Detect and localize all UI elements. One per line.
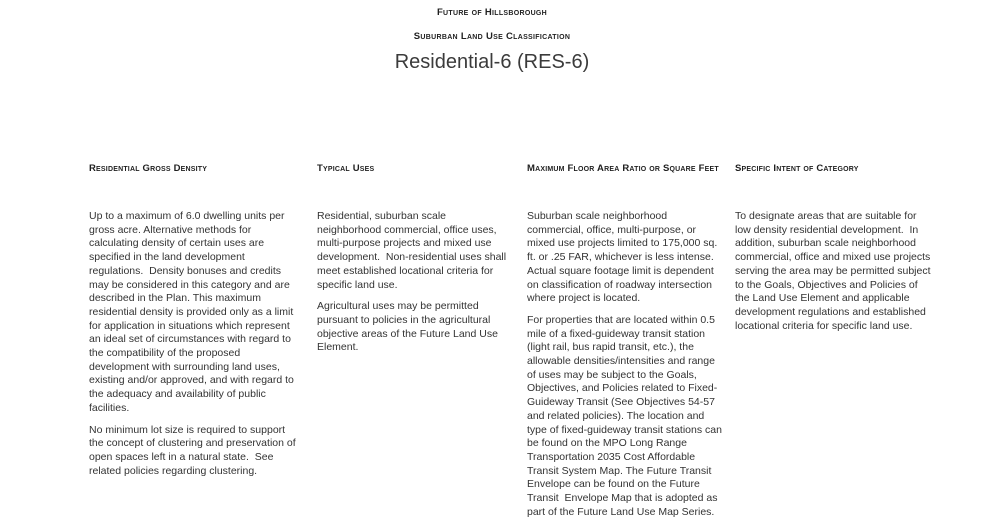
column-header-specific-intent-of-category: Specific Intent of Category xyxy=(735,163,859,174)
column-typical-uses xyxy=(317,163,508,363)
column-specific-intent-of-category xyxy=(735,163,935,341)
column-header-residential-gross-density: Residential Gross Density xyxy=(89,163,208,174)
column-header-typical-uses: Typical Uses xyxy=(317,163,375,174)
document-header-line1: Future of Hillsborough xyxy=(436,7,548,18)
column-maximum-floor-area-ratio xyxy=(527,163,725,527)
column-paragraph: For properties that are located within 0.5 mile of a fixed-guideway transit station (light rail, bus rapid transit, etc.), the allowable densities/intensities and range of uses may be subject to the Goals, Objectives, and Policies related to Fixed-Guideway Transit (See Objectives 54-57 and related policies). The location and type of fixed-guideway transit stations can be found on the MPO Long Range Transportation 2035 Cost Affordable Transit System Map. The Future Transit Envelope can be found on the Future Transit Envelope Map that is adopted as part of the Future Land Use Map Series. xyxy=(527,313,725,518)
column-paragraph: Agricultural uses may be permitted pursuant to policies in the agricultural objective areas of the Future Land Use Element. xyxy=(317,300,501,354)
document-header-line2: Suburban Land Use Classification xyxy=(413,31,571,42)
column-paragraph: No minimum lot size is required to support the concept of clustering and preservation of open spaces left in a natural state. See related policies regarding clustering. xyxy=(89,423,299,477)
column-header-maximum-floor-area-ratio: Maximum Floor Area Ratio or Square Feet xyxy=(527,163,719,174)
column-residential-gross-density xyxy=(89,163,302,486)
column-paragraph: Suburban scale neighborhood commercial, office, multi-purpose, or mixed use projects limited to 175,000 sq. ft. or .25 FAR, whichever is less intense. Actual square footage limit is dependent on classification of roadway intersection where project is located. xyxy=(527,210,722,305)
page-title: Residential-6 (RES-6) xyxy=(394,51,590,73)
column-paragraph: Up to a maximum of 6.0 dwelling units per gross acre. Alternative methods for calculating density of certain uses are specified in the land development regulations. Density bonuses and credits may be considered in this category and are described in the Plan. This maximum residential density is provided only as a limit for application in situations which represent an ideal set of circumstances with regard to the compatibility of the proposed development with surrounding land uses, existing and/or approved, and with regard to the adequacy and availability of public facilities. xyxy=(89,210,297,414)
column-paragraph: To designate areas that are suitable for low density residential development. In addition, suburban scale neighborhood commercial, office and mixed use projects serving the area may be permitted subject to the Goals, Objectives and Policies of the Land Use Element and applicable development regulations and established locational criteria for specific land use. xyxy=(735,210,934,332)
column-paragraph: Residential, suburban scale neighborhood commercial, office uses, multi-purpose projects and mixed use development. Non-residential uses shall meet established locational criteria for specific land use. xyxy=(317,210,510,291)
